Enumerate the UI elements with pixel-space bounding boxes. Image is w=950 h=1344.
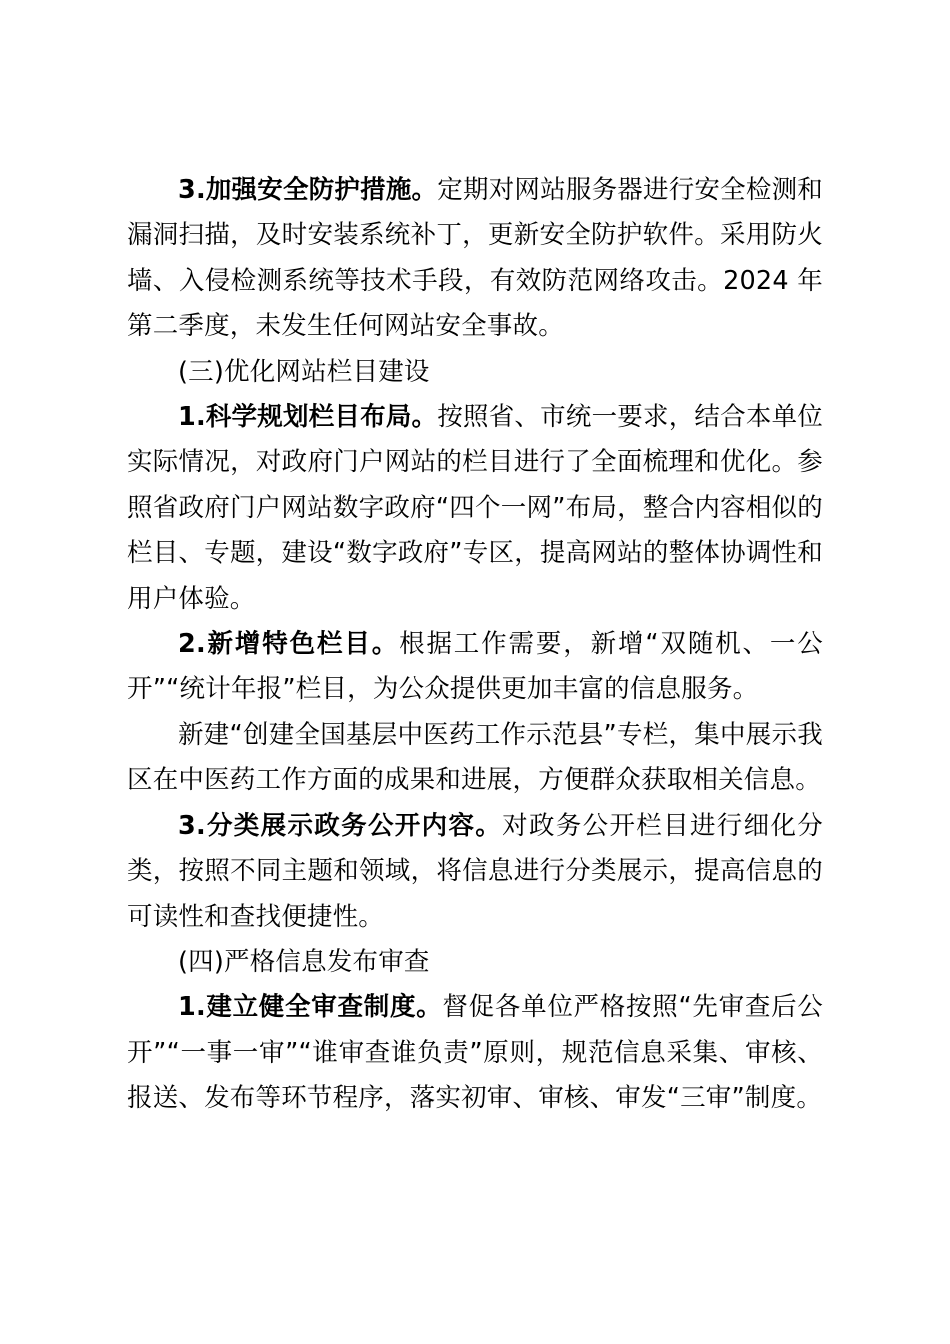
paragraph-plan-layout: [127, 395, 823, 622]
paragraph-new-columns: [127, 622, 823, 713]
paragraph-new-special-column: [127, 713, 823, 804]
paragraph-text: 按照省、市统一要求，结合本单位实际情况，对政府门户网站的栏目进行了全面梳理和优化。参照省政府门户网站数字政府“四个一网”布局，整合内容相似的栏目、专题，建设“数字政府”专区，提高网站的整体协调性和用户体验。: [127, 402, 823, 614]
paragraph-text: 督促各单位严格按照“先审查后公开”“一事一审”“谁审查谁负责”原则，规范信息采集、审核、报送、发布等环节程序，落实初审、审核、审发“三审”制度。: [127, 992, 823, 1114]
paragraph-text: 新建“创建全国基层中医药工作示范县”专栏，集中展示我区在中医药工作方面的成果和进展，方便群众获取相关信息。: [127, 719, 823, 796]
paragraph-lead: 3.分类展示政务公开内容。: [178, 810, 503, 841]
paragraph-text: 根据工作需要，新增“双随机、一公开”“统计年报”栏目，为公众提供更加丰富的信息服务。: [127, 629, 823, 705]
document-body: [127, 168, 823, 1122]
paragraph-security-measures: [127, 168, 823, 350]
paragraph-text: 对政务公开栏目进行细化分类，按照不同主题和领域，将信息进行分类展示，提高信息的可读性和查找便捷性。: [127, 810, 824, 932]
paragraph-lead: 3.加强安全防护措施。: [178, 175, 438, 205]
section-heading-optimize-columns: (三)优化网站栏目建设: [178, 356, 430, 387]
section-heading-review: (四)严格信息发布审查: [178, 946, 430, 977]
paragraph-review-system: [127, 985, 823, 1121]
paragraph-lead: 2.新增特色栏目。: [178, 629, 400, 660]
paragraph-lead: 1.科学规划栏目布局。: [178, 402, 438, 433]
paragraph-lead: 1.建立健全审查制度。: [178, 992, 443, 1023]
paragraph-classified-display: [127, 804, 823, 940]
paragraph-text: 定期对网站服务器进行安全检测和漏洞扫描，及时安装系统补丁，更新安全防护软件。采用防火墙、入侵检测系统等技术手段，有效防范网络攻击。2024 年第二季度，未发生任何网站安全事故。: [127, 175, 823, 342]
